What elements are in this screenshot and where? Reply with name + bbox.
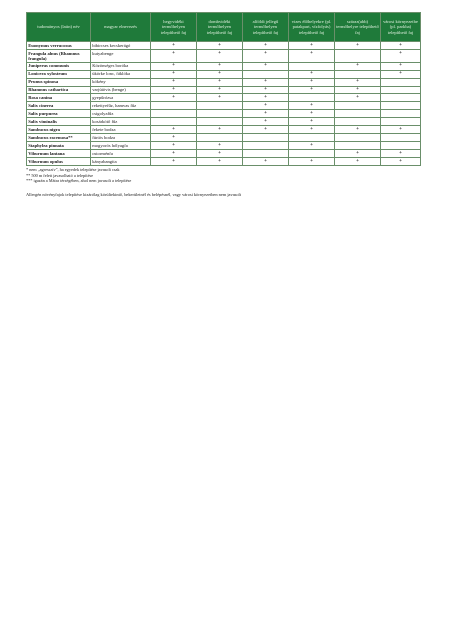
suitability-mark-cell: + bbox=[151, 42, 197, 50]
suitability-mark-cell: + bbox=[381, 150, 421, 158]
latin-name-cell: Rosa canina bbox=[27, 94, 91, 102]
suitability-mark-cell: + bbox=[243, 118, 289, 126]
suitability-mark-cell: + bbox=[151, 142, 197, 150]
suitability-mark-cell: + bbox=[243, 110, 289, 118]
suitability-mark-cell bbox=[243, 70, 289, 78]
latin-name-cell: Juniperus communis bbox=[27, 62, 91, 70]
suitability-mark-cell bbox=[197, 134, 243, 142]
table-row bbox=[27, 118, 421, 126]
suitability-mark-cell bbox=[335, 134, 381, 142]
suitability-mark-cell: + bbox=[151, 86, 197, 94]
suitability-mark-cell bbox=[335, 70, 381, 78]
suitability-mark-cell: + bbox=[243, 42, 289, 50]
suitability-mark-cell bbox=[335, 102, 381, 110]
table-row bbox=[27, 102, 421, 110]
latin-name-cell: Prunus spinosa bbox=[27, 78, 91, 86]
suitability-mark-cell: + bbox=[289, 126, 335, 134]
suitability-mark-cell: + bbox=[151, 49, 197, 62]
table-row bbox=[27, 62, 421, 70]
footer-note: Allergén növényfajok telepítése kizárólag körültekintő, bekerületnél és belépésnél, vagy városi környezetben nem javasolt bbox=[26, 191, 241, 197]
suitability-mark-cell bbox=[381, 118, 421, 126]
suitability-mark-cell: + bbox=[335, 42, 381, 50]
footnote: * nem „agresszív”, ha egyedek telepítése javasolt csak bbox=[26, 167, 120, 173]
suitability-mark-cell bbox=[151, 110, 197, 118]
suitability-mark-cell: + bbox=[243, 157, 289, 165]
column-header: tudományos (latin) név bbox=[27, 13, 91, 42]
suitability-mark-cell bbox=[289, 150, 335, 158]
suitability-mark-cell bbox=[151, 118, 197, 126]
hungarian-name-cell: kökény bbox=[91, 78, 151, 86]
suitability-mark-cell: + bbox=[151, 78, 197, 86]
column-header: vizes élőhelyekre (pl. patakpart, vízfolyás) telepíthető faj bbox=[289, 13, 335, 42]
latin-name-cell: Salix purpurea bbox=[27, 110, 91, 118]
suitability-mark-cell: + bbox=[197, 70, 243, 78]
suitability-mark-cell: + bbox=[381, 42, 421, 50]
table-header-row bbox=[27, 13, 421, 42]
table-row bbox=[27, 49, 421, 62]
suitability-mark-cell: + bbox=[151, 126, 197, 134]
suitability-mark-cell: + bbox=[243, 78, 289, 86]
suitability-mark-cell: + bbox=[151, 150, 197, 158]
suitability-mark-cell: + bbox=[151, 134, 197, 142]
table-row bbox=[27, 150, 421, 158]
suitability-mark-cell: + bbox=[289, 49, 335, 62]
suitability-mark-cell: + bbox=[289, 142, 335, 150]
suitability-mark-cell bbox=[243, 134, 289, 142]
table-row bbox=[27, 134, 421, 142]
hungarian-name-cell: Közönséges boróka bbox=[91, 62, 151, 70]
suitability-mark-cell bbox=[151, 102, 197, 110]
suitability-mark-cell: + bbox=[243, 86, 289, 94]
latin-name-cell: Euonymus verrucosus bbox=[27, 42, 91, 50]
suitability-mark-cell bbox=[335, 49, 381, 62]
suitability-mark-cell bbox=[335, 142, 381, 150]
latin-name-cell: Staphylea pinnata bbox=[27, 142, 91, 150]
suitability-mark-cell: + bbox=[335, 86, 381, 94]
suitability-mark-cell: + bbox=[335, 78, 381, 86]
suitability-mark-cell bbox=[381, 78, 421, 86]
column-header: városi környezetbe (pl. parkba) telepíthető faj bbox=[381, 13, 421, 42]
suitability-mark-cell bbox=[381, 102, 421, 110]
latin-name-cell: Frangula alnus (Rhamnus frangula) bbox=[27, 49, 91, 62]
suitability-mark-cell: + bbox=[289, 78, 335, 86]
suitability-mark-cell bbox=[381, 110, 421, 118]
suitability-mark-cell: + bbox=[151, 62, 197, 70]
suitability-mark-cell: + bbox=[243, 126, 289, 134]
hungarian-name-cell: kányabangita bbox=[91, 157, 151, 165]
suitability-mark-cell bbox=[197, 118, 243, 126]
latin-name-cell: Rhamnus cathartica bbox=[27, 86, 91, 94]
table-row bbox=[27, 110, 421, 118]
suitability-mark-cell: + bbox=[381, 49, 421, 62]
footnote: ** 500 m felett javasolható a telepítése bbox=[26, 172, 94, 178]
table-row bbox=[27, 42, 421, 50]
table-row bbox=[27, 142, 421, 150]
hungarian-name-cell: fürtös bodza bbox=[91, 134, 151, 142]
hungarian-name-cell: varjútövis (benge) bbox=[91, 86, 151, 94]
suitability-mark-cell: + bbox=[197, 42, 243, 50]
species-table bbox=[26, 12, 421, 166]
suitability-mark-cell bbox=[289, 62, 335, 70]
suitability-mark-cell: + bbox=[335, 126, 381, 134]
latin-name-cell: Salix cinerea bbox=[27, 102, 91, 110]
suitability-mark-cell: + bbox=[381, 62, 421, 70]
suitability-mark-cell: + bbox=[197, 49, 243, 62]
suitability-mark-cell bbox=[289, 134, 335, 142]
suitability-mark-cell: + bbox=[151, 70, 197, 78]
latin-name-cell: Lonicera xylosteum bbox=[27, 70, 91, 78]
footnotes bbox=[26, 167, 426, 182]
suitability-mark-cell bbox=[381, 86, 421, 94]
suitability-mark-cell bbox=[243, 142, 289, 150]
suitability-mark-cell bbox=[197, 102, 243, 110]
suitability-mark-cell: + bbox=[381, 70, 421, 78]
suitability-mark-cell: + bbox=[197, 150, 243, 158]
suitability-mark-cell: + bbox=[289, 102, 335, 110]
table-row bbox=[27, 78, 421, 86]
table-row bbox=[27, 70, 421, 78]
suitability-mark-cell: + bbox=[335, 157, 381, 165]
latin-name-cell: Salix viminalis bbox=[27, 118, 91, 126]
latin-name-cell: Viburnum lantana bbox=[27, 150, 91, 158]
hungarian-name-cell: bibircses kecskerágó bbox=[91, 42, 151, 50]
suitability-mark-cell: + bbox=[197, 157, 243, 165]
suitability-mark-cell: + bbox=[381, 157, 421, 165]
column-header: dombvidéki termőhelyen telepíthető faj bbox=[197, 13, 243, 42]
suitability-mark-cell: + bbox=[289, 110, 335, 118]
hungarian-name-cell: fekete bodza bbox=[91, 126, 151, 134]
suitability-mark-cell: + bbox=[289, 118, 335, 126]
suitability-mark-cell bbox=[335, 118, 381, 126]
hungarian-name-cell: kutyabenge bbox=[91, 49, 151, 62]
suitability-mark-cell: + bbox=[243, 49, 289, 62]
column-header: száraz(abb) termőhelyre telepíthető faj bbox=[335, 13, 381, 42]
suitability-mark-cell: + bbox=[197, 142, 243, 150]
suitability-mark-cell: + bbox=[197, 94, 243, 102]
suitability-mark-cell bbox=[335, 110, 381, 118]
suitability-mark-cell: + bbox=[243, 102, 289, 110]
hungarian-name-cell: kosárkötő fűz bbox=[91, 118, 151, 126]
suitability-mark-cell: + bbox=[243, 62, 289, 70]
suitability-mark-cell: + bbox=[289, 70, 335, 78]
suitability-mark-cell: + bbox=[381, 126, 421, 134]
suitability-mark-cell: + bbox=[335, 62, 381, 70]
latin-name-cell: Sambucus racemosa** bbox=[27, 134, 91, 142]
suitability-mark-cell bbox=[381, 94, 421, 102]
table-row bbox=[27, 126, 421, 134]
suitability-mark-cell: + bbox=[151, 94, 197, 102]
footnote: *** igazán a Mátra térségében, ahol nem javasolt a telepítése bbox=[26, 177, 132, 183]
hungarian-name-cell: rekettyefűz, hamvas fűz bbox=[91, 102, 151, 110]
suitability-mark-cell bbox=[381, 142, 421, 150]
suitability-mark-cell: + bbox=[289, 157, 335, 165]
table-row bbox=[27, 94, 421, 102]
hungarian-name-cell: ostorménfa bbox=[91, 150, 151, 158]
suitability-mark-cell: + bbox=[335, 150, 381, 158]
suitability-mark-cell: + bbox=[289, 42, 335, 50]
suitability-mark-cell: + bbox=[151, 157, 197, 165]
suitability-mark-cell bbox=[197, 110, 243, 118]
suitability-mark-cell: + bbox=[197, 86, 243, 94]
suitability-mark-cell: + bbox=[289, 86, 335, 94]
hungarian-name-cell: csigolyafűz bbox=[91, 110, 151, 118]
table-row bbox=[27, 86, 421, 94]
latin-name-cell: Sambucus nigra bbox=[27, 126, 91, 134]
suitability-mark-cell bbox=[381, 134, 421, 142]
hungarian-name-cell: ükörke lonc, fáklóka bbox=[91, 70, 151, 78]
suitability-mark-cell: + bbox=[335, 94, 381, 102]
suitability-mark-cell bbox=[243, 150, 289, 158]
hungarian-name-cell: gyepűrózsa bbox=[91, 94, 151, 102]
suitability-mark-cell: + bbox=[243, 94, 289, 102]
document-page bbox=[26, 12, 426, 197]
suitability-mark-cell bbox=[289, 94, 335, 102]
column-header: alföldi jellegű termőhelyen telepíthető faj bbox=[243, 13, 289, 42]
table-row bbox=[27, 157, 421, 165]
suitability-mark-cell: + bbox=[197, 126, 243, 134]
column-header: magyar elnevezés bbox=[91, 13, 151, 42]
column-header: hegyvidéki termőhelyen telepíthető faj bbox=[151, 13, 197, 42]
suitability-mark-cell: + bbox=[197, 62, 243, 70]
latin-name-cell: Viburnum opulus bbox=[27, 157, 91, 165]
hungarian-name-cell: mogyorós hólyagfa bbox=[91, 142, 151, 150]
suitability-mark-cell: + bbox=[197, 78, 243, 86]
